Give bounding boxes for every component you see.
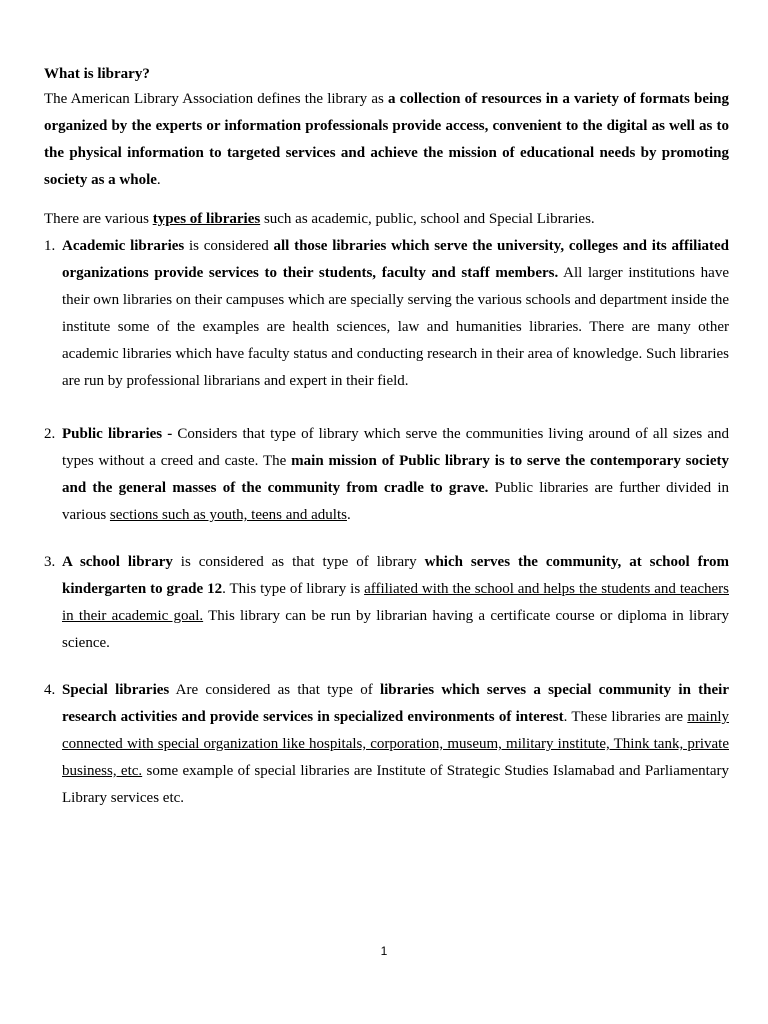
document-page (44, 62, 729, 812)
item-bold-text: which serves the community, at school from kindergarten to grade 12 (62, 554, 729, 597)
item-text: . (346, 507, 351, 523)
list-number: 3. (44, 554, 56, 570)
item-bold-text: all those libraries which serve the university, colleges and its affiliated organizations provide services to their students, faculty and staff members. (62, 238, 729, 281)
item-underlined-text: sections such as youth, teens and adults (109, 507, 347, 523)
item-title: Special libraries (62, 682, 170, 698)
section-heading: What is library? (44, 66, 150, 82)
item-title: Academic libraries (62, 238, 185, 254)
page-number: 1 (380, 944, 388, 958)
item-text: This library can be run by librarian having a certificate course or diploma in library science. (62, 608, 729, 651)
item-text: . These libraries are (563, 709, 688, 725)
item-title: Public libraries - (62, 426, 173, 442)
item-bold-text: libraries which serves a special community in their research activities and provide services in specialized environments of interest (62, 682, 729, 725)
list-number: 1. (44, 238, 56, 254)
list-number: 4. (44, 682, 56, 698)
list-item-school (44, 549, 729, 657)
library-types-list (44, 233, 729, 812)
item-underlined-text: affiliated with the school and helps the students and teachers in their academic goal. (62, 581, 729, 624)
item-text: is considered as that type of library (172, 554, 425, 570)
definition-end: . (156, 172, 161, 188)
types-intro-after: such as academic, public, school and Special Libraries. (260, 211, 595, 227)
list-item-academic (44, 233, 729, 395)
item-text: Are considered as that type of (169, 682, 380, 698)
types-of-libraries-link: types of libraries (152, 211, 261, 227)
definition-intro: The American Library Association defines the library as (44, 91, 389, 107)
item-underlined-text: mainly connected with special organization like hospitals, corporation, museum, military institute, Think tank, private business, etc. (62, 709, 729, 779)
types-intro-paragraph (44, 206, 729, 233)
definition-bold: a collection of resources in a variety of formats being organized by the experts or information professionals provide access, convenient to the digital as well as to the physical information to targeted services and achieve the mission of educational needs by promoting society as a whole (44, 91, 729, 188)
list-item-public (44, 421, 729, 529)
list-number: 2. (44, 426, 56, 442)
item-text: some example of special libraries are Institute of Strategic Studies Islamabad and Parliamentary Library services etc. (62, 763, 730, 806)
item-text: . This type of library is (222, 581, 365, 597)
item-text: All larger institutions have their own libraries on their campuses which are specially serving the various schools and department inside the institute some of the examples are health sciences, law and humanities libraries. There are many other academic libraries which have faculty status and conducting research in their area of knowledge. Such libraries are run by professional librarians and expert in their field. (62, 265, 729, 389)
list-item-special (44, 677, 729, 812)
item-text: Public libraries are further divided in various (62, 480, 729, 523)
item-text: Considers that type of library which serve the communities living around of all sizes and types without a creed and caste. The (62, 426, 729, 469)
types-intro-before: There are various (44, 211, 153, 227)
item-bold-text: main mission of Public library is to serve the contemporary society and the general masses of the community from cradle to grave. (62, 453, 730, 496)
definition-paragraph (44, 86, 729, 194)
item-title: A school library (62, 554, 173, 570)
item-text: is considered (184, 238, 274, 254)
